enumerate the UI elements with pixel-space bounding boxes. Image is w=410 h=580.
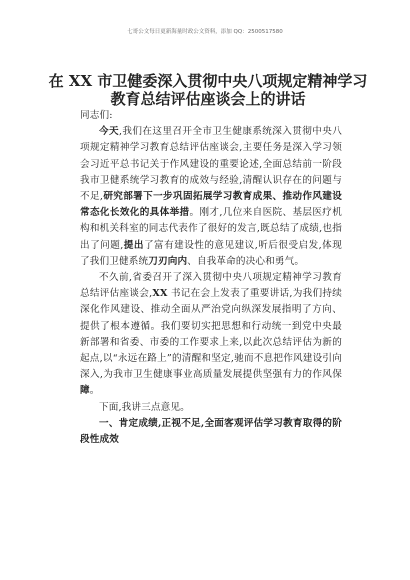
paragraph-1-text-1: ,我们在这里召开全市卫生健康系统深入贯彻中央八项规定精神学习教育总结评估座谈会,主要任务是深入学习领会习近平总书记关于作风建设的重要论述,全面总结前一阶段我市卫健系统学习教育的成效与经验,清醒认识存在的问题与不足,: [80, 126, 342, 203]
paragraph-1-bold-3: 刀刃向内: [148, 255, 188, 267]
paragraph-1: [80, 124, 342, 270]
paragraph-1-text-2: 。刚才,几位来自医院、基层医疗机构和机关科室的同志代表作了很好的发言,既总结了成绩,也指出了问题,: [80, 207, 343, 251]
paragraph-3: 下面,我讲三点意见。: [99, 401, 190, 413]
paragraph-2-text-1: 不久前,省委召开了深入贯彻中央八项规定精神学习教育总结评估座谈会,: [80, 272, 342, 300]
paragraph-1-lead: 今天: [99, 126, 119, 138]
document-body: [80, 108, 342, 448]
header-note: 七哥公文每日更新海量时政公文资料，添加 QQ：2500517580: [127, 29, 283, 35]
paragraph-2: [80, 270, 342, 400]
salutation: 同志们:: [80, 110, 113, 121]
paragraph-1-bold-1: 研究部署下一步巩固拓展学习教育成果、推动作风建设常态化长效化的具体举措: [80, 191, 342, 219]
paragraph-2-text-3: 。: [89, 385, 100, 397]
paragraph-2-bold-1: XX: [152, 288, 168, 300]
paragraph-1-text-3: 了富有建设性的意见建议,听后很受启发,体现了我们卫健系统: [80, 239, 342, 267]
paragraph-2-bold-2: 障: [80, 385, 90, 397]
paragraph-1-bold-2: 提出: [123, 239, 144, 251]
paragraph-1-text-4: 、自我革命的决心和勇气。: [187, 255, 305, 267]
paragraph-2-text-2: 书记在会上发表了重要讲话,为我们持续深化作风建设、推动全面从严治党向纵深发展指明了方向、提供了根本遵循。我们要切实把思想和行动统一到党中央最新部署和省委、市委的工作要求上来,以此次总结评估为新的起点,以“永远在路上”的清醒和坚定,驰而不息把作风建设引向深入,为我市卫生健康事业高质量发展提供坚强有力的作风保: [80, 288, 343, 381]
document-title: 在 XX 市卫健委深入贯彻中央八项规定精神学习教育总结评估座谈会上的讲话: [48, 72, 368, 108]
section-heading-1: 一、肯定成绩,正视不足,全面客观评估学习教育取得的阶段性成效: [80, 417, 342, 446]
